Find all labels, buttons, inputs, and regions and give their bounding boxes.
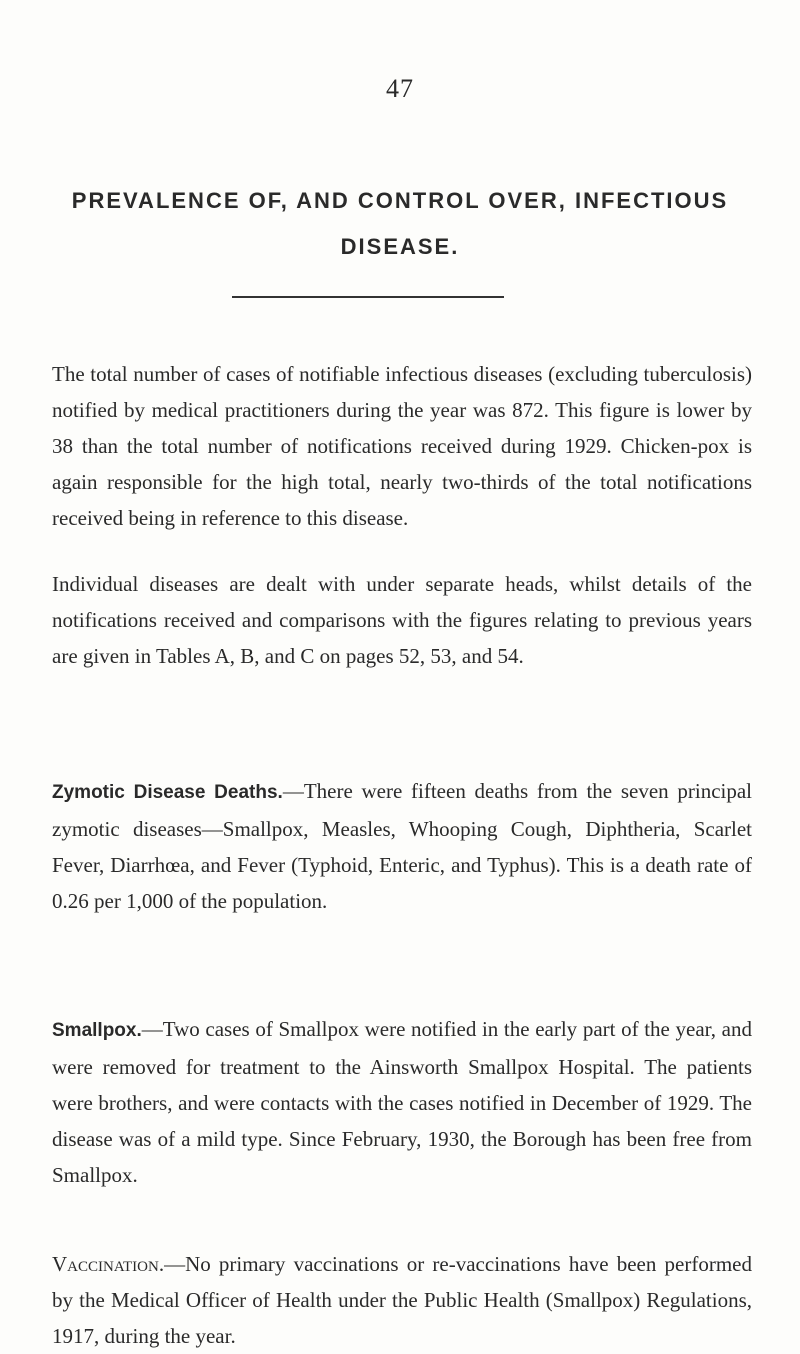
page-number: 47 xyxy=(386,74,414,103)
paragraph-smallpox xyxy=(52,1011,752,1193)
smallpox-heading: Smallpox. xyxy=(52,1020,142,1041)
vaccination-heading: Vaccination. xyxy=(52,1252,165,1276)
zymotic-heading: Zymotic Disease Deaths. xyxy=(52,782,283,803)
vaccination-text: —No primary vaccinations or re-vaccinations have been performed by the Medical Officer of Health under the Public Health (Smallpox) Regulations, 1917, during the year. xyxy=(52,1252,752,1348)
zymotic-text: —There were fifteen deaths from the seven principal zymotic diseases—Smallpox, Measles, Whooping Cough, Diphtheria, Scarlet Fever, Diarrhœa, and Fever (Typhoid, Enteric, and Typhus). This is a death rate of 0.26 per 1,000 of the population. xyxy=(52,779,753,913)
page-title: PREVALENCE OF, AND CONTROL OVER, INFECTIOUS DISEASE. xyxy=(71,188,729,259)
paragraph-notifications: The total number of cases of notifiable infectious diseases (excluding tuberculosis) notified by medical practitioners during the year was 872. This figure is lower by 38 than the total number of notifications received during 1929. Chicken-pox is again responsible for the high total, nearly two-thirds of the total notifications received being in reference to this disease. xyxy=(52,362,752,530)
title-divider xyxy=(232,296,504,298)
smallpox-text: —Two cases of Smallpox were notified in the early part of the year, and were removed for treatment to the Ainsworth Smallpox Hospital. The patients were brothers, and were contacts with the cases notified in December of 1929. The disease was of a mild type. Since February, 1930, the Borough has been free from Smallpox. xyxy=(52,1017,752,1187)
paragraph-vaccination xyxy=(52,1246,752,1354)
paragraph-individual-diseases: Individual diseases are dealt with under separate heads, whilst details of the notifications received and comparisons with the figures relating to previous years are given in Tables A, B, and C on pages 52, 53, and 54. xyxy=(52,572,752,668)
paragraph-zymotic-deaths xyxy=(52,773,752,919)
